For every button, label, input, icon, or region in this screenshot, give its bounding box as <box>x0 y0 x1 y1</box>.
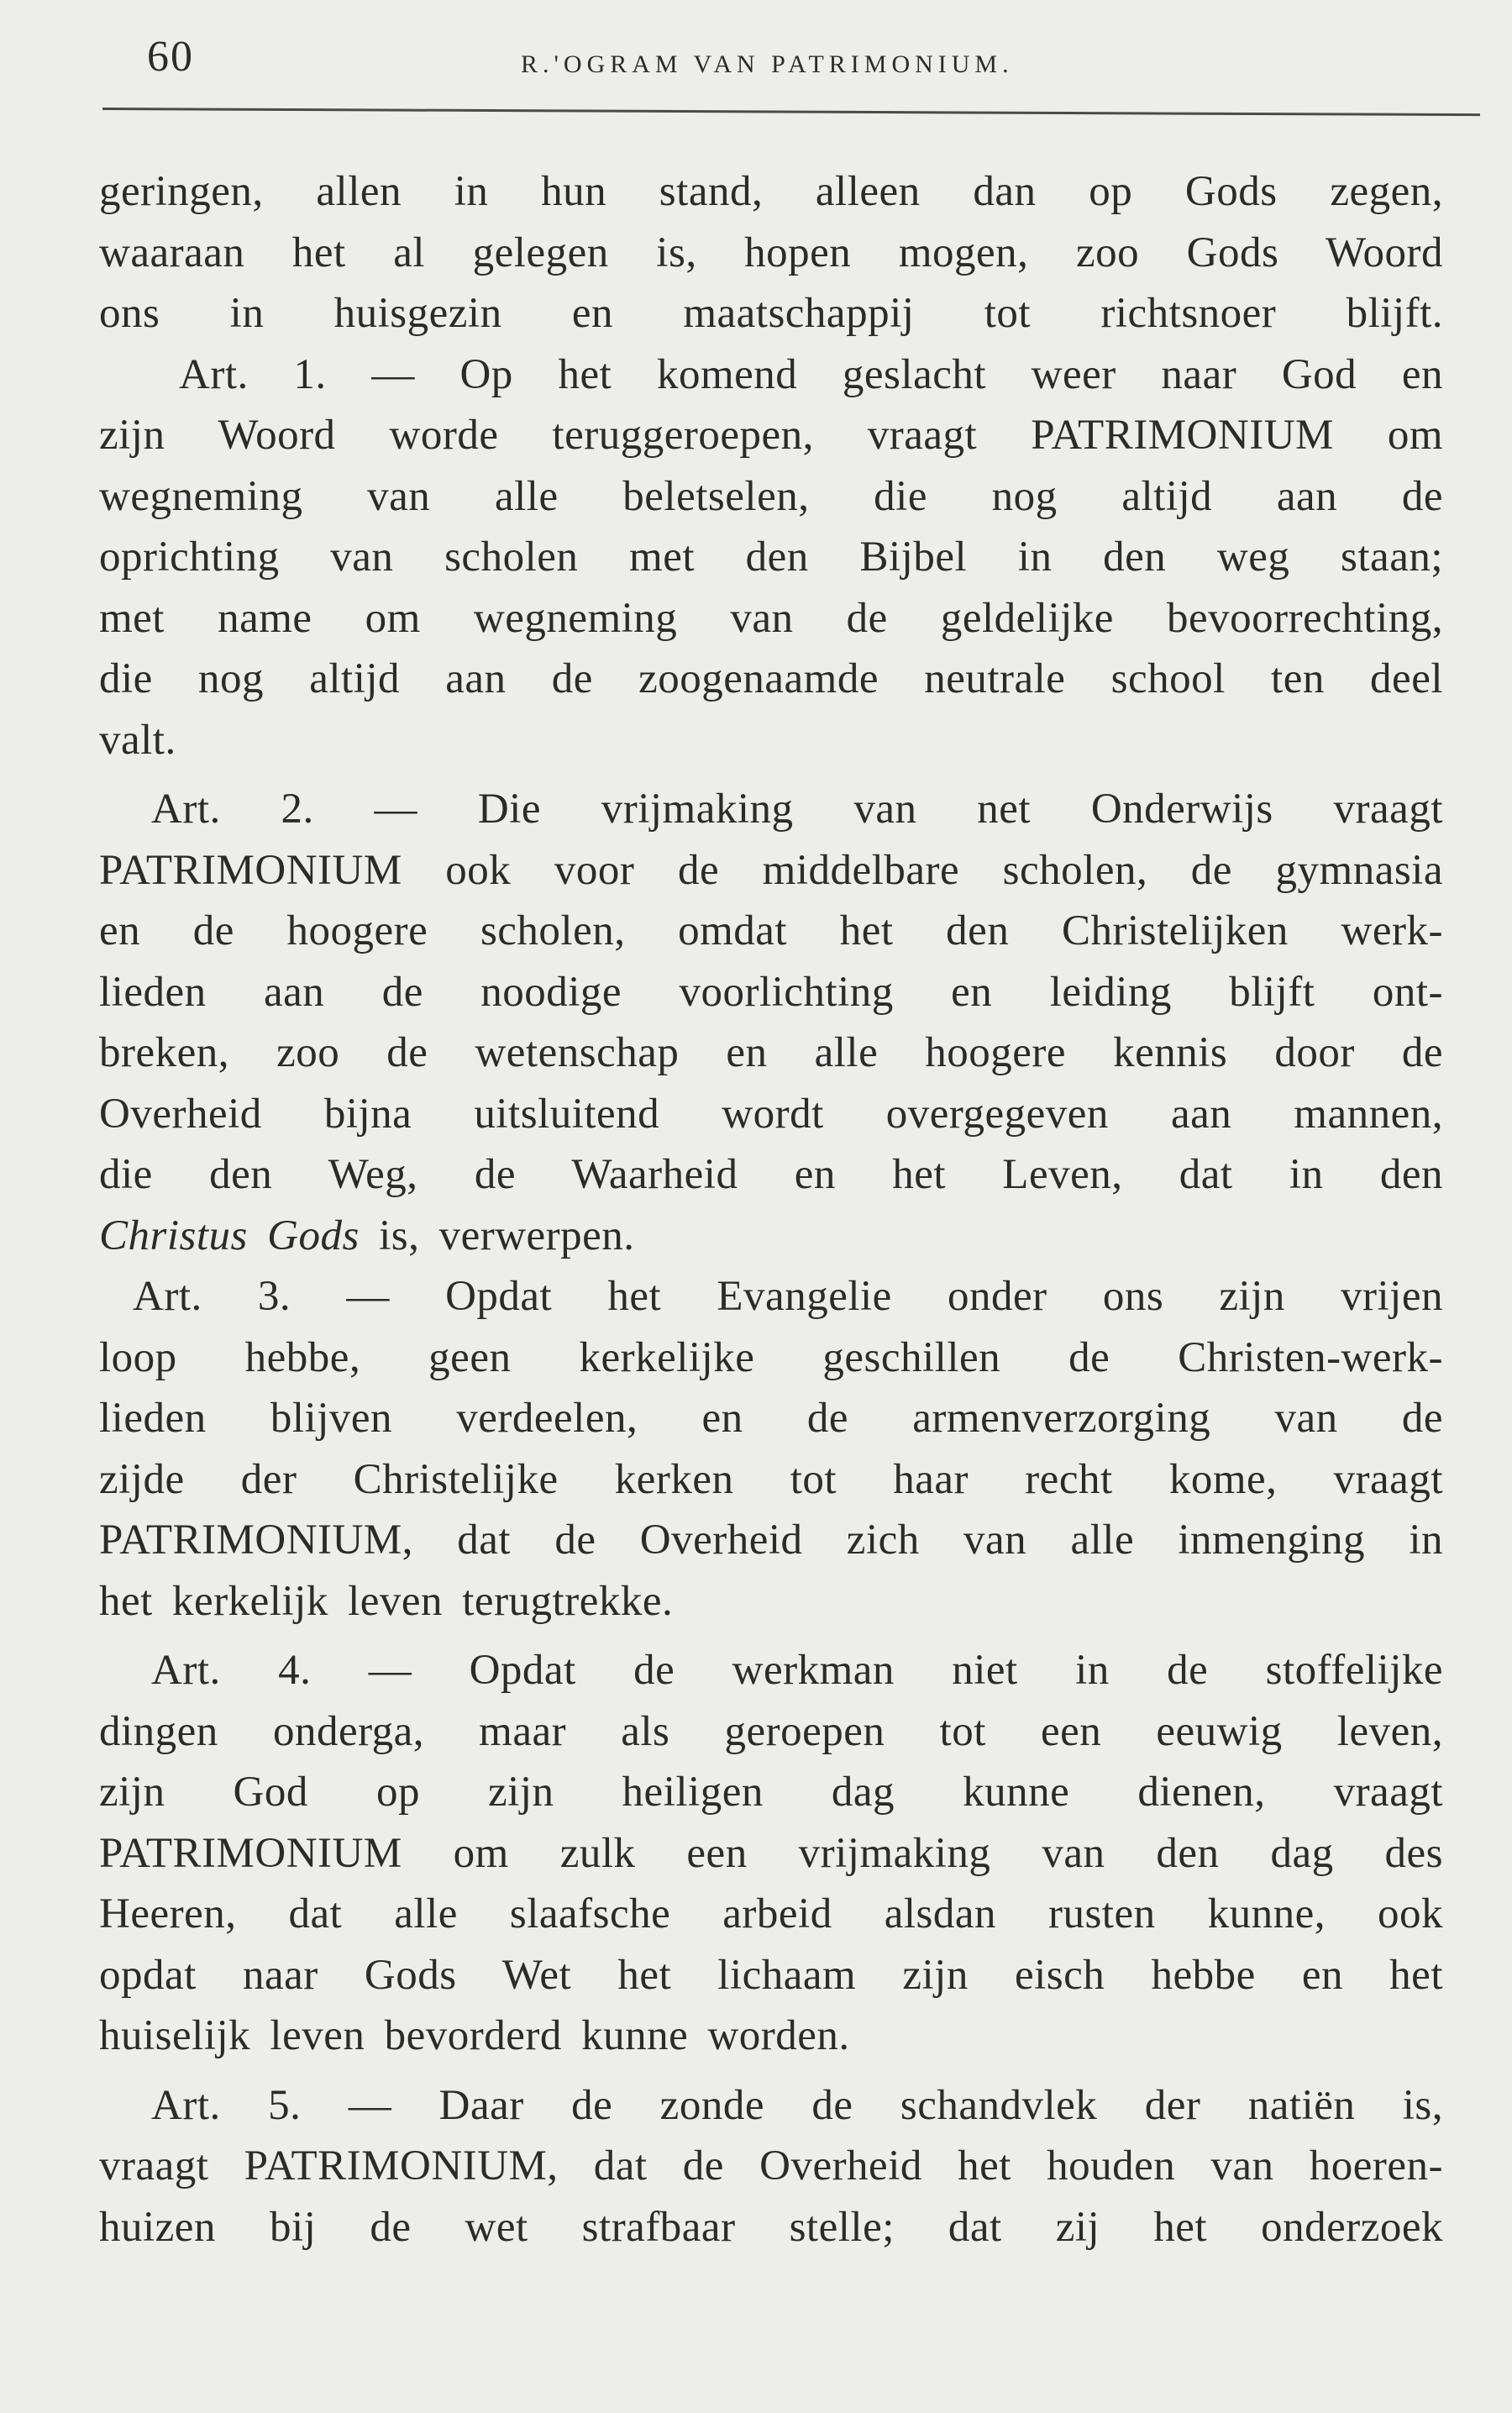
text-line: valt. <box>99 716 176 764</box>
text-line: die den Weg, de Waarheid en het Leven, dat in den <box>99 1151 1443 1198</box>
article-3-first-line: Art. 3. — Opdat het Evangelie onder ons zijn vrijen <box>133 1273 1443 1320</box>
text-line: het kerkelijk leven terugtrekke. <box>99 1577 674 1625</box>
text-line-end: is, verwerpen. <box>379 1212 635 1259</box>
text-line: met name om wegneming van de geldelijke bevoorrechting, <box>99 594 1443 642</box>
text-line: PATRIMONIUM om zulk een vrijmaking van den dag des <box>99 1829 1443 1877</box>
text-line: PATRIMONIUM ook voor de middelbare scholen, de gymnasia <box>99 846 1443 894</box>
text-line: huiselijk leven bevorderd kunne worden. <box>99 2012 850 2059</box>
article-2-first-line: Art. 2. — Die vrijmaking van net Onderwijs vraagt <box>151 786 1443 833</box>
text-line: lieden blijven verdeelen, en de armenverzorging van de <box>99 1395 1443 1442</box>
text-line: dingen onderga, maar als geroepen tot een eeuwig leven, <box>99 1707 1443 1755</box>
text-line: die nog altijd aan de zoogenaamde neutrale school ten deel <box>99 655 1443 702</box>
text-line: ons in huisgezin en maatschappij tot richtsnoer blijft. <box>99 290 1443 337</box>
italic-phrase: Christus Gods <box>99 1212 360 1259</box>
text-line: zijn God op zijn heiligen dag kunne dienen, vraagt <box>99 1769 1443 1816</box>
article-1-first-line: Art. 1. — Op het komend geslacht weer naar God en <box>179 350 1443 398</box>
text-line: Heeren, dat alle slaafsche arbeid alsdan rusten kunne, ook <box>99 1890 1443 1937</box>
text-line: PATRIMONIUM, dat de Overheid zich van alle inmenging in <box>99 1517 1443 1564</box>
text-line: waaraan het al gelegen is, hopen mogen, zoo Gods Woord <box>99 229 1443 276</box>
text-line: zijn Woord worde teruggeroepen, vraagt PATRIMONIUM om <box>99 412 1443 459</box>
text-line <box>99 1206 1443 1267</box>
text-line: lieden aan de noodige voorlichting en leiding blijft ont- <box>99 968 1443 1016</box>
text-line: breken, zoo de wetenschap en alle hoogere kennis door de <box>99 1029 1443 1076</box>
text-line: wegneming van alle beletselen, die nog altijd aan de <box>99 472 1443 520</box>
running-head: R.'OGRAM VAN PATRIMONIUM. <box>521 50 1014 78</box>
text-line: en de hoogere scholen, omdat het den Christelijken werk- <box>99 907 1443 954</box>
text-line: Overheid bijna uitsluitend wordt overgegeven aan mannen, <box>99 1090 1443 1138</box>
text-line: loop hebbe, geen kerkelijke geschillen de Christen-werk- <box>99 1333 1443 1381</box>
text-line: zijde der Christelijke kerken tot haar recht kome, vraagt <box>99 1455 1443 1503</box>
header-rule <box>102 108 1480 116</box>
body-text <box>99 161 1443 2258</box>
article-4-first-line: Art. 4. — Opdat de werkman niet in de stoffelijke <box>151 1647 1443 1694</box>
page-number: 60 <box>147 33 194 81</box>
text-line: vraagt PATRIMONIUM, dat de Overheid het houden van hoeren- <box>99 2142 1443 2190</box>
article-5-first-line: Art. 5. — Daar de zonde de schandvlek der natiën is, <box>151 2081 1443 2129</box>
text-line: huizen bij de wet strafbaar stelle; dat zij het onderzoek <box>99 2203 1443 2251</box>
text-line: geringen, allen in hun stand, alleen dan op Gods zegen, <box>99 168 1443 215</box>
text-line: opdat naar Gods Wet het lichaam zijn eisch hebbe en het <box>99 1951 1443 1999</box>
text-line: oprichting van scholen met den Bijbel in den weg staan; <box>99 534 1443 581</box>
